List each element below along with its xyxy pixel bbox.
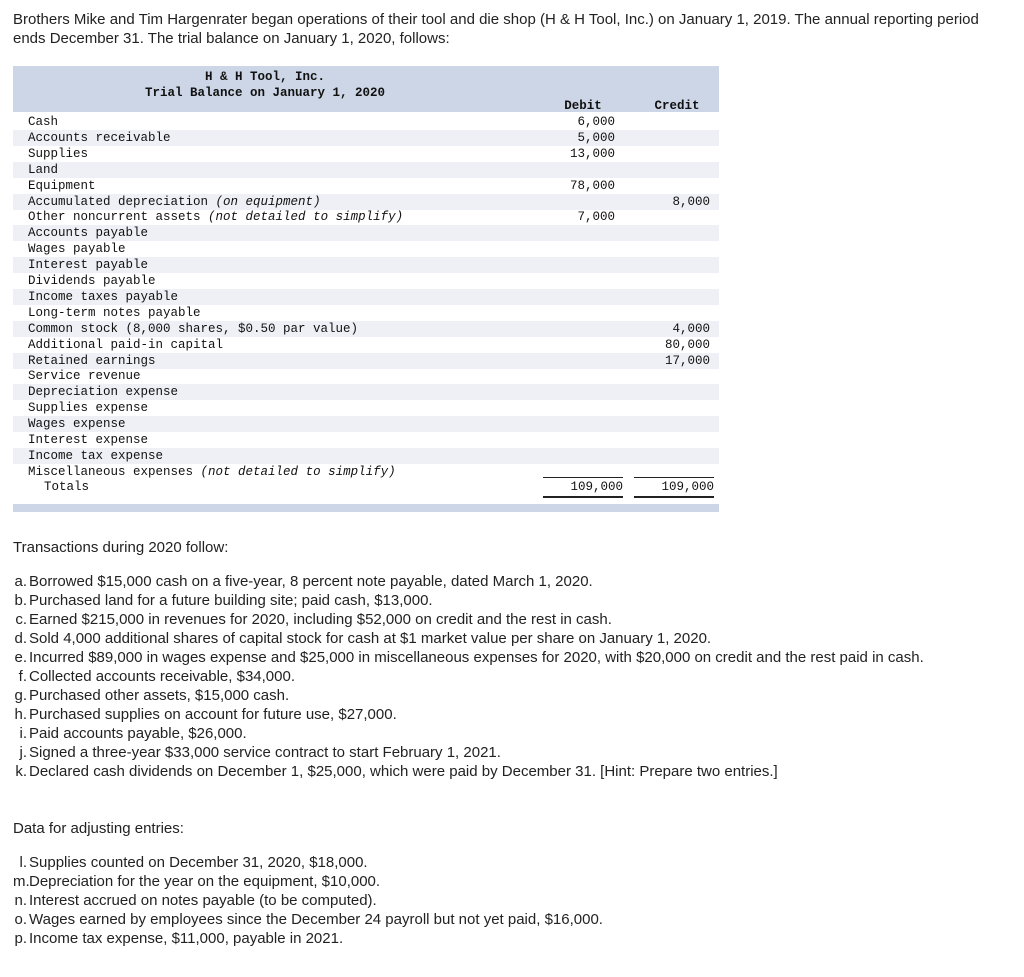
total-credit: 109,000 [634, 477, 714, 498]
list-item [13, 929, 1008, 948]
debit-column-header: Debit [564, 99, 602, 113]
list-item [13, 724, 1008, 743]
credit-column-header: Credit [654, 99, 700, 113]
list-item [13, 686, 1008, 705]
list-text: Paid accounts payable, $26,000. [29, 725, 247, 742]
account-name [28, 178, 96, 194]
account-label: Accumulated depreciation [28, 194, 209, 209]
account-name [28, 384, 178, 400]
list-marker: p. [14, 930, 27, 947]
account-label: Dividends payable [28, 274, 156, 288]
account-label: Interest payable [28, 258, 149, 273]
list-marker: d. [14, 630, 27, 647]
table-row [13, 416, 719, 432]
table-row [13, 257, 719, 273]
account-note: (not detailed to simplify) [208, 210, 404, 225]
account-label: Income tax expense [28, 448, 164, 463]
list-marker: o. [14, 911, 27, 928]
list-text: Collected accounts receivable, $34,000. [29, 668, 296, 685]
list-text: Incurred $89,000 in wages expense and $25,000 in miscellaneous expenses for 2020, with $20,000 on credit and the rest paid in cash. [29, 649, 924, 666]
table-row [13, 337, 719, 353]
list-marker: m. [13, 873, 30, 890]
account-name [28, 448, 163, 464]
account-name [28, 194, 321, 210]
list-marker: c. [15, 611, 27, 628]
trial-balance-subtitle: Trial Balance on January 1, 2020 [144, 86, 386, 100]
account-label: Income taxes payable [28, 289, 179, 304]
account-label: Retained earnings [28, 353, 156, 368]
account-name [28, 337, 223, 353]
account-name [28, 368, 141, 384]
list-text: Income tax expense, $11,000, payable in 2021. [29, 930, 344, 947]
list-text: Purchased other assets, $15,000 cash. [29, 687, 290, 704]
table-row [13, 400, 719, 416]
account-label: Depreciation expense [28, 385, 179, 400]
list-marker: a. [14, 573, 27, 590]
account-name [28, 353, 156, 369]
credit-value: 17,000 [664, 353, 710, 368]
table-row [13, 194, 719, 210]
list-marker: h. [14, 706, 27, 723]
debit-value: 13,000 [569, 146, 615, 161]
account-name [28, 416, 126, 432]
account-name [28, 305, 201, 321]
list-item [13, 762, 1008, 781]
debit-value: 5,000 [577, 130, 615, 145]
list-item [13, 591, 1008, 610]
list-text: Depreciation for the year on the equipment, $10,000. [29, 873, 381, 890]
account-label: Wages expense [28, 417, 126, 432]
account-name [28, 146, 88, 162]
debit-value: 7,000 [577, 210, 615, 225]
list-text: Signed a three-year $33,000 service contract to start February 1, 2021. [29, 744, 501, 761]
table-row [13, 178, 719, 194]
account-name [28, 162, 58, 178]
table-row [13, 305, 719, 321]
table-row [13, 368, 719, 384]
account-label: Service revenue [28, 369, 141, 384]
account-name [28, 432, 148, 448]
table-bottom-bar [13, 504, 719, 512]
credit-value: 4,000 [672, 321, 710, 336]
trial-balance-table [13, 66, 719, 512]
account-name [28, 400, 148, 416]
account-name [28, 114, 58, 130]
list-text: Sold 4,000 additional shares of capital stock for cash at $1 market value per share on January 1, 2020. [29, 630, 712, 647]
account-label: Other noncurrent assets [28, 210, 201, 225]
account-label: Supplies [28, 146, 89, 161]
table-row [13, 114, 719, 130]
problem-intro: Brothers Mike and Tim Hargenrater began operations of their tool and die shop (H & H Tool, Inc.) on January 1, 2019. The annual reporting period ends December 31. The trial balance on January 1, 2020, follows: [13, 11, 979, 47]
list-item [13, 743, 1008, 762]
table-row [13, 448, 719, 464]
list-marker: k. [15, 763, 27, 780]
list-marker: e. [14, 649, 27, 666]
credit-value: 80,000 [664, 337, 710, 352]
company-name: H & H Tool, Inc. [204, 70, 326, 84]
account-name [28, 289, 178, 305]
adjusting-heading: Data for adjusting entries: [13, 820, 184, 837]
account-name [28, 209, 403, 225]
total-debit: 109,000 [543, 477, 623, 498]
list-text: Earned $215,000 in revenues for 2020, including $52,000 on credit and the rest in cash. [29, 611, 612, 628]
list-item [13, 705, 1008, 724]
account-name [28, 130, 171, 146]
account-label: Accounts receivable [28, 130, 171, 145]
table-row [13, 146, 719, 162]
table-row [13, 130, 719, 146]
debit-value: 6,000 [577, 115, 615, 129]
table-row [13, 289, 719, 305]
transactions-heading: Transactions during 2020 follow: [13, 539, 229, 556]
list-text: Wages earned by employees since the December 24 payroll but not yet paid, $16,000. [29, 911, 603, 928]
list-marker: f. [18, 668, 27, 685]
account-name [28, 257, 148, 273]
totals-row [13, 476, 719, 498]
list-text: Purchased supplies on account for future use, $27,000. [29, 706, 397, 723]
transactions-list [13, 572, 1008, 781]
account-label: Common stock (8,000 shares, $0.50 par value) [28, 321, 359, 336]
account-label: Equipment [28, 178, 96, 193]
list-text: Borrowed $15,000 cash on a five-year, 8 percent note payable, dated March 1, 2020. [29, 573, 593, 590]
list-text: Interest accrued on notes payable (to be computed). [29, 892, 377, 909]
list-text: Supplies counted on December 31, 2020, $18,000. [29, 854, 368, 871]
account-note: (on equipment) [215, 194, 321, 209]
list-item [13, 891, 1008, 910]
list-item [13, 572, 1008, 591]
list-item [13, 910, 1008, 929]
table-row [13, 384, 719, 400]
table-row [13, 353, 719, 369]
list-marker: j. [19, 744, 27, 761]
list-marker: l. [19, 854, 27, 871]
trial-balance-title [13, 69, 517, 101]
table-row [13, 209, 719, 225]
list-item [13, 853, 1008, 872]
totals-label: Totals [44, 480, 90, 494]
account-label: Long-term notes payable [28, 305, 201, 320]
account-label: Accounts payable [28, 226, 149, 241]
list-marker: n. [14, 892, 27, 909]
account-label: Wages payable [28, 242, 126, 257]
account-name [28, 273, 156, 289]
account-label: Additional paid-in capital [28, 337, 224, 352]
list-item [13, 872, 1008, 891]
list-item [13, 648, 1008, 667]
list-item [13, 667, 1008, 686]
account-note: (not detailed to simplify) [200, 464, 396, 479]
list-text: Purchased land for a future building site; paid cash, $13,000. [29, 592, 433, 609]
account-name [28, 241, 126, 257]
account-label: Cash [28, 115, 59, 129]
account-label: Interest expense [28, 433, 149, 447]
list-text: Declared cash dividends on December 1, $25,000, which were paid by December 31. [Hint: Prepare two entries.] [29, 763, 778, 780]
table-row [13, 321, 719, 337]
account-name [28, 225, 148, 241]
debit-value: 78,000 [569, 178, 615, 193]
table-row [13, 273, 719, 289]
table-row [13, 432, 719, 448]
account-label: Land [28, 162, 59, 177]
account-label: Supplies expense [28, 401, 149, 416]
table-row [13, 225, 719, 241]
list-item [13, 610, 1008, 629]
list-marker: i. [19, 725, 27, 742]
table-row [13, 241, 719, 257]
list-item [13, 629, 1008, 648]
account-label: Miscellaneous expenses [28, 464, 194, 479]
adjusting-list [13, 853, 1008, 948]
list-marker: b. [14, 592, 27, 609]
credit-value: 8,000 [672, 194, 710, 209]
table-row [13, 162, 719, 178]
account-name [28, 321, 358, 337]
list-marker: g. [14, 687, 27, 704]
